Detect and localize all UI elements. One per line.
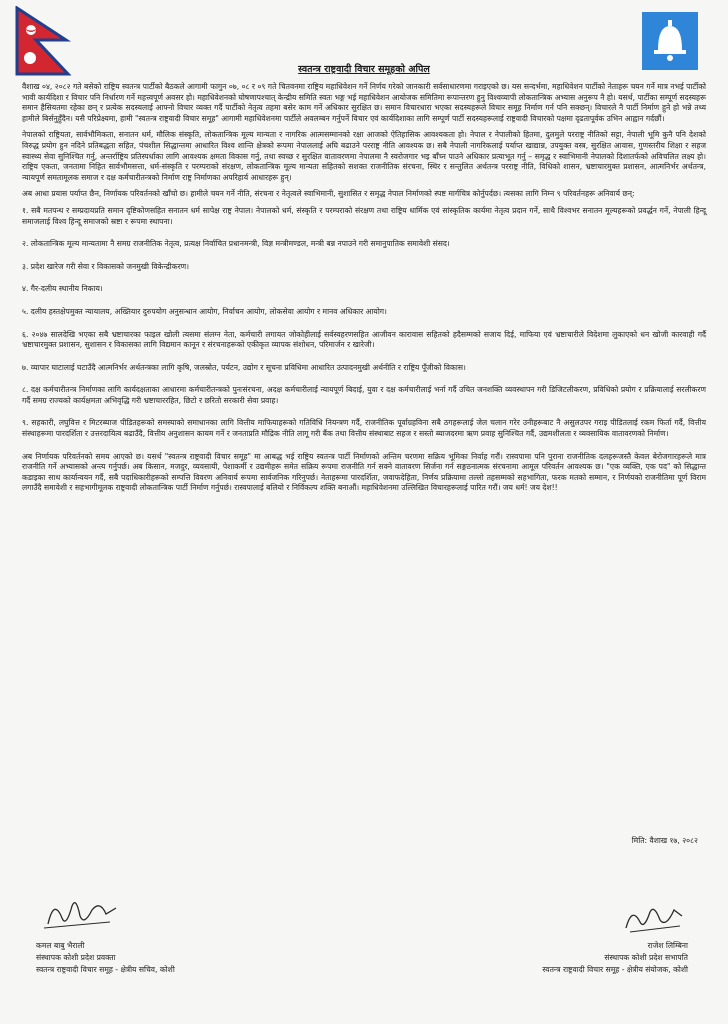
signatory-name: कमल बाबु भैराली bbox=[36, 941, 85, 950]
signatory-right bbox=[542, 940, 688, 976]
document-title: स्वतन्त्र राष्ट्रवादी विचार समूहको अपिल bbox=[298, 64, 430, 75]
demand-item: ८. दक्ष कर्मचारीतन्त्र निर्माणका लागि कार्यदक्षताका आधारमा कर्मचारीतन्त्रको पुनःसंरचना, अदक्ष कर्मचारीलाई न्यायपूर्ण बिदाई, युवा र दक्ष कर्मचारीलाई भर्ना गर्दै उचित जनशक्ति व्यवस्थापन गरी डिजिटलीकरण, प्रविधिको प्रयोग र प्रक्रियालाई सरलीकरण गर्दै समग्र राज्यको कार्यक्षमता अभिवृद्धि गरी भ्रष्टाचाररहित, छिटो र छरितो सरकारी सेवा प्रवाह। bbox=[22, 385, 706, 405]
demand-item: ३. प्रदेश खारेज गरी सेवा र विकासको जनमुखी विकेन्द्रीकरण। bbox=[22, 261, 190, 271]
demand-item: ४. गैर-दलीय स्थानीय निकाय। bbox=[22, 284, 103, 294]
signature-left-icon bbox=[40, 888, 124, 936]
demand-item: ६. २०४७ सालदेखि भएका सबै भ्रष्टाचारका फाइल खोली त्यसमा संलग्न नेता, कर्मचारी लगायत जोकोहीलाई सर्वस्वहरणसहित आजीवन कारावास सहितको हदैसम्मको सजाय दिई, माफिया एवं भ्रष्टाचारीले विदेशमा लुकाएको धन खोजी कारवाही गर्दै भ्रष्टाचारमुक्त प्रशासन, सुशासन र विकासका लागि विद्यमान कानून र संरचनाहरूको एकीकृत व्यापक संशोधन, परिमार्जन र खारेजी। bbox=[22, 329, 706, 350]
demands-intro-paragraph: अब आधा प्रयास पर्याप्त छैन, निर्णायक परिवर्तनको खाँचो छ। हामीले चयन गर्ने नीति, संरचना र नेतृत्वले स्वाभिमानी, सुशासित र समृद्ध नेपाल निर्माणको स्पष्ट मार्गचित्र कोर्नुपर्दछ। त्यसका लागि निम्न ९ परिवर्तनहरू अनिवार्य छन्: bbox=[22, 189, 635, 199]
demand-item: ९. सहकारी, लघुवित्त र मिटरब्याज पीडितहरूको समस्याको समाधानका लागि वित्तीय माफियाहरूको गतिविधि नियन्त्रण गर्दै, राजनीतिक पूर्वाग्रहविना सबै ठगहरूलाई जेल चलान गरेर उनीहरूबाट नै असुलउपर गराइ पीडितलाई रकम फिर्ता गर्दै, वित्तीय संस्थाहरूमा पारदर्शिता र उत्तरदायित्व बढाउँदै, वित्तीय अनुशासन कायम गर्ने र जनताप्रति मौद्रिक नीति लागू गरी बैंक तथा वित्तीय संस्थाबाट सहज र सस्तो ब्याजदरमा ऋण प्रवाह सुनिश्चित गर्दै, उद्यमशीलता र व्यवसायिक वातावरणको निर्माण। bbox=[22, 418, 706, 439]
signatory-left bbox=[36, 940, 175, 976]
signatory-group: स्वतन्त्र राष्ट्रवादी विचार समूह - क्षेत्रीय संयोजक, कोशी bbox=[542, 965, 688, 974]
signature-right-icon bbox=[620, 898, 692, 938]
intro-paragraph: वैशाख ०४, २०८२ गते बसेको राष्ट्रिय स्वतन्त्र पार्टीको बैठकले आगामी फागुन ०७, ०८ र ०९ गते चितवनमा राष्ट्रिय महाधिवेशन गर्ने निर्णय गरेको जानकारी सर्वसाधारणमा गराइएको छ। यस सन्दर्भमा, महाधिवेशन पार्टीको नेताहरू चयन गर्ने मात्र नभई पार्टीको भावी कार्यदिशा र विचार पनि निर्धारण गर्ने महत्त्वपूर्ण अवसर हो। महाधिवेशनको घोषणापश्चात् केन्द्रीय समिति स्वतः भङ्ग भई महाधिवेशन आयोजक समितिमा रूपान्तरण हुनु विश्वव्यापी लोकतान्त्रिक अभ्यास अनुरूप नै हो। यसर्थ, पार्टीका सम्पूर्ण सदस्यहरू समान हैसियतमा रहेका छन् र प्रत्येक सदस्यलाई आफ्नो विचार व्यक्त गर्दै पार्टीको नेतृत्व तहमा बसेर काम गर्ने अधिकार सुरक्षित छ। समान विचारधारा भएका सदस्यहरूले विचार समूह निर्माण गर्न पनि सक्छन्। विचारले नै पार्टी निर्माण हुने हो भन्ने तथ्य हामीले बिर्सनुहुँदैन। यसै परिप्रेक्ष्यमा, हामी "स्वतन्त्र राष्ट्रवादी विचार समूह" आगामी महाधिवेशनमा पार्टीले अवलम्बन गर्नुपर्ने विचार एवं कार्यदिशाका लागि सम्पूर्ण पार्टी सदस्यहरूलाई राष्ट्रवादी विचारको पक्षमा दृढतापूर्वक उभिन आह्वान गर्दछौं। bbox=[22, 82, 707, 123]
signatory-name: राजेश लिम्बिना bbox=[647, 941, 688, 950]
document-date: मिति: वैशाख १७, २०८२ bbox=[631, 836, 698, 845]
demand-item: २. लोकतान्त्रिक मूल्य मान्यतामा नै समग्र राजनीतिक नेतृत्व, प्रत्यक्ष निर्वाचित प्रधानमन्त्री, विज्ञ मन्त्रीमण्डल, मन्त्री बन्न नपाउने गरी समानुपातिक समावेशी संसद। bbox=[22, 239, 450, 249]
signatory-role: संस्थापक कोशी प्रदेश सभापति bbox=[604, 953, 688, 962]
vision-paragraph: नेपालको राष्ट्रियता, सार्वभौमिकता, सनातन धर्म, मौलिक संस्कृति, लोकतान्त्रिक मूल्य मान्यता र नागरिक आत्मसम्मानको रक्षा आजको ऐतिहासिक आवश्यकता हो। नेपाल र नेपालीको हितमा, दुलमुले परराष्ट्र नीतिको सट्टा, नेपाली भूमि कुनै पनि देशको विरुद्ध प्रयोग हुन नदिने प्रतिबद्धता सहित, पंचशील सिद्धान्तमा आधारित विश्व शान्ति क्षेत्रको रूपमा नेपाललाई अघि बढाउने परराष्ट्र नीति आवश्यक छ। सबै नेपाली नागरिकलाई पर्याप्त खाद्यान्न, उपयुक्त वस्त्र, सुरक्षित आवास, गुणस्तरीय शिक्षा र सहज स्वास्थ्य सेवा सुनिश्चित गर्नु, अन्तर्राष्ट्रिय प्रतिस्पर्धाका लागि आवश्यक क्षमता विकास गर्नु, तथा स्वच्छ र सुरक्षित वातावरणमा नेपालमा नै स्वरोजगार भइ बाँच्न पाउने अधिकार प्रत्याभूत गर्नु – समृद्ध र स्वाभिमानी नेपालको दिशातर्फको अविचलित लक्ष्य हो। राष्ट्रिय एकता, जनतामा निहित सार्वभौमसत्ता, धर्म-संस्कृति र परम्पराको संरक्षण, लोकतान्त्रिक मूल्य मान्यता सहितको सशक्त राजनीतिक संरचना, स्थिर र सन्तुलित अर्थतन्त्र परराष्ट्र नीति, विधिको शासन, भ्रष्टाचारमुक्त प्रशासन, आत्मनिर्भर अर्थतन्त्र, न्यायपूर्ण समतामूलक समाज र दक्ष कर्मचारीतन्त्रको निर्माण राष्ट्र निर्माणका अपरिहार्य आधारहरू हुन्। bbox=[22, 130, 706, 182]
closing-paragraph: अब निर्णायक परिवर्तनको समय आएको छ। यसर्थ "स्वतन्त्र राष्ट्रवादी विचार समूह" मा आबद्ध भई राष्ट्रिय स्वतन्त्र पार्टी निर्माणको अन्तिम चरणमा सक्रिय भूमिका निर्वाह गरौं। रास्वपामा पनि पुराना राजनीतिक दलहरूजस्तै केवल बेरोजगारहरूले मात्र राजनीति गर्ने अभ्यासको अन्त्य गर्नुपर्छ। अब किसान, मजदुर, व्यवसायी, पेशाकर्मी र उद्यमीहरू समेत सक्रिय रूपमा राजनीति गर्न सक्ने वातावरण सिर्जना गर्न सङ्गठनात्मक संरचनामा आमूल परिवर्तन आवश्यक छ। "एक व्यक्ति, एक पद" को सिद्धान्त कडाइका साथ कार्यान्वयन गर्दै, सबै पदाधिकारीहरूको सम्पत्ति विवरण अनिवार्य रूपमा सार्वजनिक गरिनुपर्छ। नेताहरूमा पारदर्शिता, जवाफदेहिता, निर्णय प्रक्रियामा तल्लो तहसम्मको सहभागिता, फरक मतको सम्मान, र निर्णयको राजनीतिमा पूर्ण विराम लगाउँदै समावेशी र सहभागीमूलक राष्ट्रवादी लोकतान्त्रिक पार्टी निर्माण गर्नुपर्छ। रास्वपालाई बलियो र निर्विकल्प शक्ति बनाऔं। महाधिवेशनमा उल्लिखित विचारहरूलाई पारित गरौं। जय धर्म! जय देश!! bbox=[22, 451, 706, 493]
demand-item: १. सबै मतपन्थ र सम्प्रदायप्रति समान दृष्टिकोणसहित सनातन धर्म सापेक्ष राष्ट्र नेपाल। नेपालको धर्म, संस्कृति र परम्पराको संरक्षण तथा राष्ट्रिय धार्मिक एवं सांस्कृतिक कार्यमा नेतृत्व प्रदान गर्ने, साथै विश्वभर सनातन मूल्यहरूको प्रवर्द्धन गर्ने, नेपाली हिन्दू समाजलाई विश्व हिन्दू समाजको स्रष्टा र रूपमा स्थापना। bbox=[22, 205, 706, 226]
document-body bbox=[22, 82, 706, 500]
demand-item: ५. दलीय हस्तक्षेपमुक्त न्यायालय, अख्तियार दुरुपयोग अनुसन्धान आयोग, निर्वाचन आयोग, लोकसेवा आयोग र मानव अधिकार आयोग। bbox=[22, 306, 387, 316]
signatory-role: संस्थापक कोशी प्रदेश प्रवक्ता bbox=[36, 953, 116, 962]
signatory-group: स्वतन्त्र राष्ट्रवादी विचार समूह - क्षेत्रीय सचिव, कोशी bbox=[36, 965, 175, 974]
demand-item: ७. व्यापार घाटालाई घटाउँदै आत्मनिर्भर अर्थतन्त्रका लागि कृषि, जलस्रोत, पर्यटन, उद्योग र सूचना प्रविधिमा आधारित उत्पादनमुखी अर्थनीति र राष्ट्रिय पूँजीको विकास। bbox=[22, 362, 466, 372]
